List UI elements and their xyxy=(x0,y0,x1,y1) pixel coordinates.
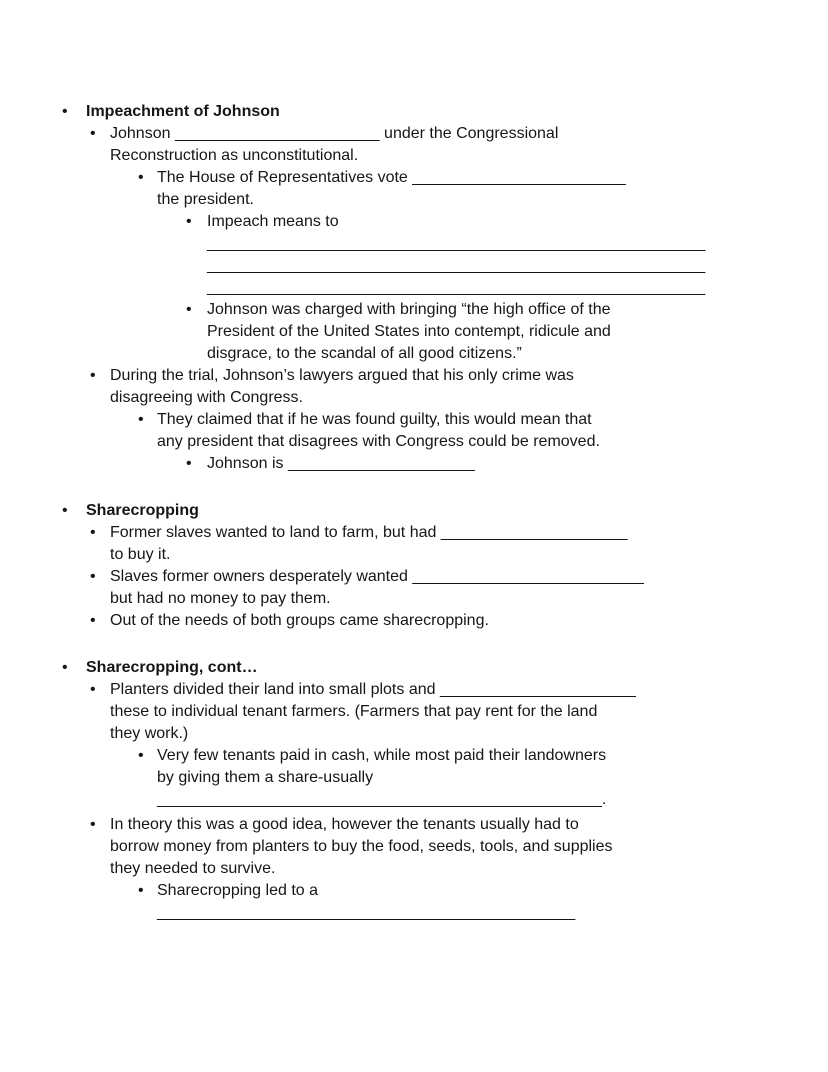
bullet-marker-icon: • xyxy=(90,612,96,629)
bullet-marker-icon: • xyxy=(186,455,192,472)
outline-section xyxy=(0,657,828,679)
outline-item xyxy=(0,123,828,167)
body-line: by giving them a share-usually xyxy=(157,769,374,786)
body-line: Very few tenants paid in cash, while most paid their landowners xyxy=(157,747,607,764)
outline-item xyxy=(0,610,828,632)
outline-item xyxy=(0,211,828,233)
body-line: President of the United States into contempt, ridicule and xyxy=(207,323,611,340)
document-body xyxy=(0,101,828,924)
bullet-marker-icon: • xyxy=(138,169,144,186)
bullet-marker-icon: • xyxy=(90,367,96,384)
outline-item xyxy=(0,453,828,475)
bullet-marker-icon: • xyxy=(186,301,192,318)
fill-in-blank-line: ________________________________________________________ xyxy=(207,279,706,296)
body-line: they work.) xyxy=(110,725,189,742)
body-line: they needed to survive. xyxy=(110,860,276,877)
outline-item xyxy=(0,745,828,789)
heading-line: Impeachment of Johnson xyxy=(86,103,280,120)
outline-item xyxy=(0,299,828,365)
body-line: Out of the needs of both groups came sharecropping. xyxy=(110,612,489,629)
bullet-marker-icon: • xyxy=(90,524,96,541)
body-line: but had no money to pay them. xyxy=(110,590,331,607)
bullet-marker-icon: • xyxy=(138,882,144,899)
bullet-marker-icon: • xyxy=(90,681,96,698)
body-line: the president. xyxy=(157,191,254,208)
body-line: to buy it. xyxy=(110,546,171,563)
bullet-marker-icon: • xyxy=(90,816,96,833)
body-line: borrow money from planters to buy the food, seeds, tools, and supplies xyxy=(110,838,613,855)
fill-in-blank-line: __________________________________________________. xyxy=(157,791,607,808)
outline-item xyxy=(0,167,828,211)
heading-line: Sharecropping, cont… xyxy=(86,659,258,676)
bullet-marker-icon: • xyxy=(62,659,68,676)
body-line: Former slaves wanted to land to farm, but had _____________________ xyxy=(110,524,628,541)
outline-item xyxy=(0,365,828,409)
outline-item xyxy=(0,902,828,924)
body-line: Impeach means to xyxy=(207,213,339,230)
bullet-marker-icon: • xyxy=(62,103,68,120)
outline-section xyxy=(0,500,828,522)
body-line: Planters divided their land into small plots and ______________________ xyxy=(110,681,636,698)
bullet-marker-icon: • xyxy=(90,125,96,142)
body-line: Reconstruction as unconstitutional. xyxy=(110,147,359,164)
body-line: During the trial, Johnson’s lawyers argued that his only crime was xyxy=(110,367,574,384)
outline-item xyxy=(0,814,828,880)
fill-in-blank-line: ________________________________________________________ xyxy=(207,235,706,252)
body-line: any president that disagrees with Congress could be removed. xyxy=(157,433,600,450)
outline-item xyxy=(0,566,828,610)
body-line: They claimed that if he was found guilty, this would mean that xyxy=(157,411,592,428)
outline-item xyxy=(0,233,828,299)
body-line: Johnson is _____________________ xyxy=(207,455,475,472)
body-line: Johnson _______________________ under the Congressional xyxy=(110,125,559,142)
outline-item xyxy=(0,789,828,811)
bullet-marker-icon: • xyxy=(62,502,68,519)
fill-in-blank-line: ________________________________________________________ xyxy=(207,257,706,274)
body-line: The House of Representatives vote ________________________ xyxy=(157,169,626,186)
outline-item xyxy=(0,409,828,453)
body-line: disagreeing with Congress. xyxy=(110,389,303,406)
bullet-marker-icon: • xyxy=(138,411,144,428)
body-line: Johnson was charged with bringing “the high office of the xyxy=(207,301,611,318)
outline-item xyxy=(0,522,828,566)
body-line: Slaves former owners desperately wanted __________________________ xyxy=(110,568,644,585)
heading-line: Sharecropping xyxy=(86,502,199,519)
outline-item xyxy=(0,880,828,902)
bullet-marker-icon: • xyxy=(138,747,144,764)
bullet-marker-icon: • xyxy=(186,213,192,230)
bullet-marker-icon: • xyxy=(90,568,96,585)
outline-item xyxy=(0,679,828,745)
body-line: In theory this was a good idea, however the tenants usually had to xyxy=(110,816,579,833)
body-line: these to individual tenant farmers. (Farmers that pay rent for the land xyxy=(110,703,598,720)
body-line: Sharecropping led to a xyxy=(157,882,318,899)
outline-section xyxy=(0,101,828,123)
body-line: disgrace, to the scandal of all good citizens.” xyxy=(207,345,522,362)
fill-in-blank-line: _______________________________________________ xyxy=(157,904,576,921)
